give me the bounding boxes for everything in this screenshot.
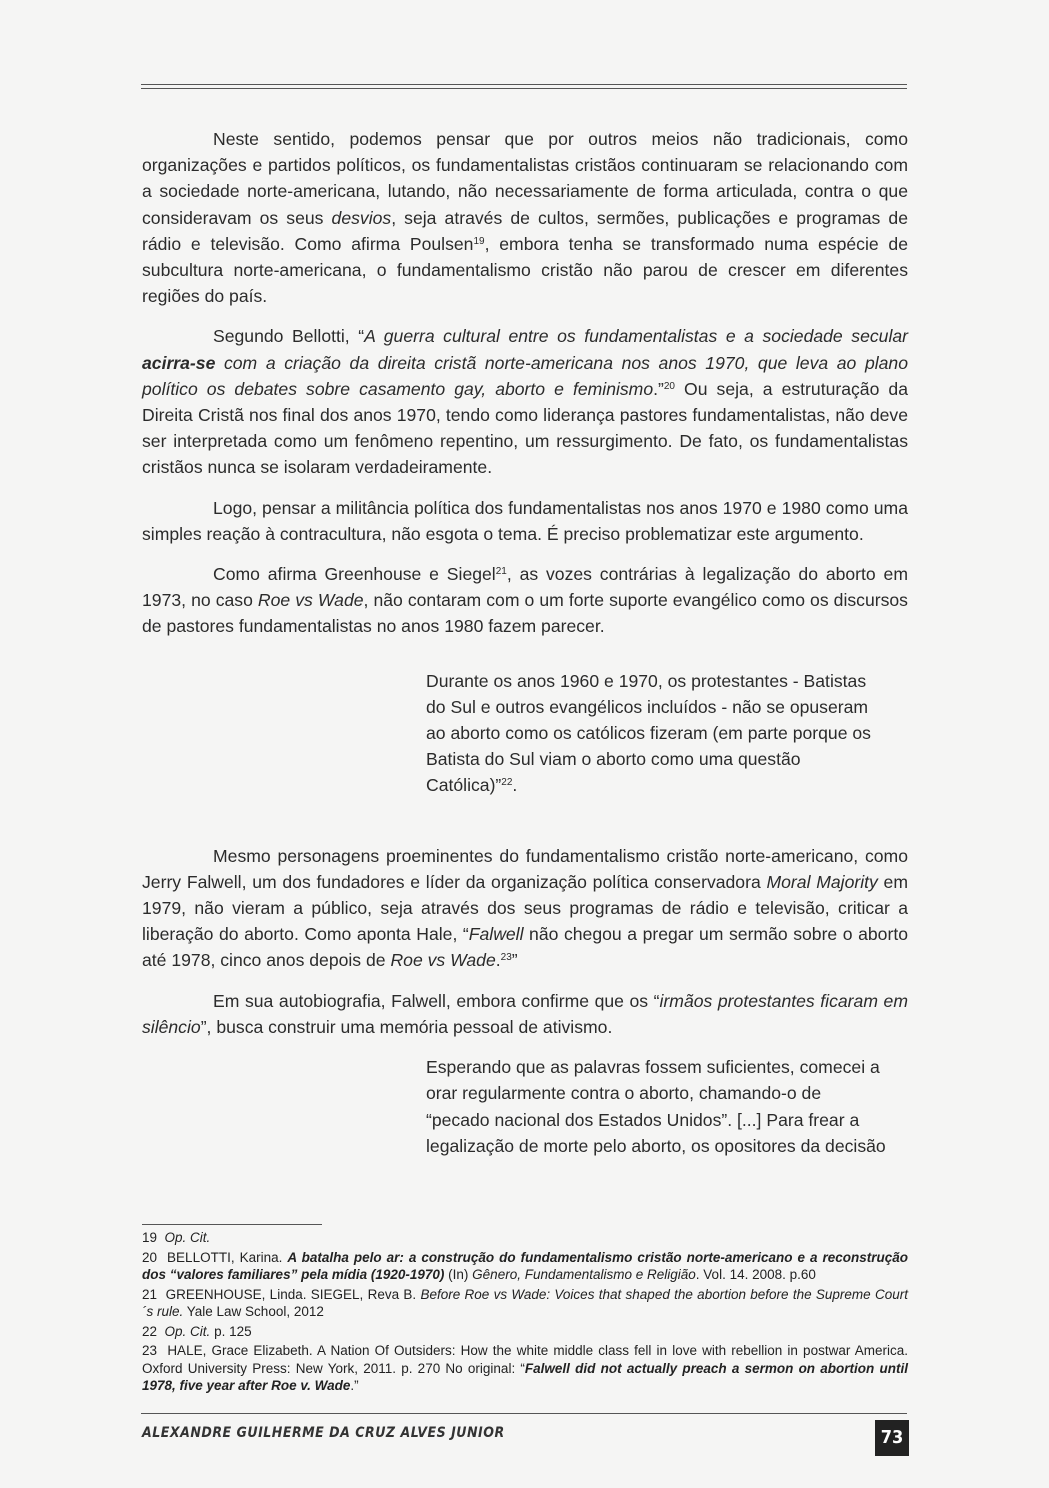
paragraph-1: Neste sentido, podemos pensar que por outros meios não tradicionais, como organizações e partidos políticos, os fundamentalistas cristãos continuaram se relacionando com a sociedade norte-americana, lutando, não necessariamente de forma articulada, contra o que consideravam os seus desvios, seja através de cultos, sermões, publicações e programas de rádio e televisão. Como afirma Poulsen$^{19}$, embora tenha se transformado numa espécie de subcultura norte-americana, o fundamentalismo cristão não parou de crescer em diferentes regiões do país. (142, 129, 908, 307)
footnote-ref-21: 21 (495, 566, 507, 578)
block-quote-1: Durante os anos 1960 e 1970, os protestantes - Batistas do Sul e outros evangélicos incluídos - não se opuseram ao aborto como os católicos fizeram (em parte porque os Batista do Sul viam o aborto como uma questão Católica)”$^{22}$. (426, 670, 871, 796)
footnote-22: 22 Op. Cit. p. 125 (142, 1323, 252, 1339)
footnote-19: 19 Op. Cit. (142, 1230, 211, 1245)
paragraph-4: Como afirma Greenhouse e Siegel$^{21}$, as vozes contrárias à legalização do aborto em 1973, no caso Roe vs Wade, não contaram com o um forte suporte evangélico como os discursos de pastores fundamentalistas no anos 1980 fazem parecer. (142, 564, 908, 637)
header-rule (141, 84, 907, 89)
paragraph-3: Logo, pensar a militância política dos fundamentalistas nos anos 1970 e 1980 como uma simples reação à contracultura, não esgota o tema. É preciso problematizar este argumento. (142, 497, 908, 544)
footnote-23: 23 HALE, Grace Elizabeth. A Nation Of Outsiders: How the white middle class fell in love with rebellion in postwar America. Oxford University Press: New York, 2011. p. 270 No original: “Falwell did not actually preach a sermon on abortion until 1978, five year after Roe v. Wade.” (142, 1343, 908, 1393)
main-text (142, 126, 908, 1159)
footnote-ref-19: 19 (473, 235, 485, 247)
footnote-ref-23: 23 (500, 952, 512, 964)
footnote-20: 20 BELLOTTI, Karina. A batalha pelo ar: a construção do fundamentalismo cristão norte-americano e a reconstrução dos “valores familiares” pela mídia (1920-1970) (In) Gênero, Fundamentalismo e Religião. Vol. 14. 2008. p.60 (142, 1249, 908, 1282)
paragraph-5: Mesmo personagens proeminentes do fundamentalismo cristão norte-americano, como Jerry Falwell, um dos fundadores e líder da organização política conservadora Moral Majority em 1979, não vieram a público, seja através dos seus programas de rádio e televisão, criticar a liberação do aborto. Como aponta Hale, “Falwell não chegou a pregar um sermão sobre o aborto até 1978, cinco anos depois de Roe vs Wade.$^{23}$” (142, 845, 908, 971)
paragraph-2: Segundo Bellotti, “A guerra cultural entre os fundamentalistas e a sociedade secular acirra-se com a criação da direita cristã norte-americana nos anos 1970, que leva ao plano político os debates sobre casamento gay, aborto e feminismo.”$^{20}$ Ou seja, a estruturação da Direita Cristã nos final dos anos 1970, tendo como liderança pastores fundamentalistas, não deve ser interpretada como um fenômeno repentino, um ressurgimento. De fato, os fundamentalistas cristãos nunca se isolaram verdadeiramente. (142, 326, 908, 478)
footnotes (142, 1224, 908, 1397)
footnote-21: 21 GREENHOUSE, Linda. SIEGEL, Reva B. Before Roe vs Wade: Voices that shaped the abortion before the Supreme Court´s rule. Yale Law School, 2012 (142, 1286, 908, 1319)
footer-rule (141, 1413, 907, 1414)
block-quote-2: Esperando que as palavras fossem suficientes, comecei a orar regularmente contra o aborto, chamando-o de “pecado nacional dos Estados Unidos”. [...] Para frear a legalização de morte pelo aborto, os opositores da decisão (426, 1057, 886, 1156)
footer-author: ALEXANDRE GUILHERME DA CRUZ ALVES JUNIOR (142, 1425, 505, 1441)
paragraph-6: Em sua autobiografia, Falwell, embora confirme que os “irmãos protestantes ficaram em silêncio”, busca construir uma memória pessoal de ativismo. (142, 990, 908, 1037)
footnote-rule (142, 1224, 322, 1225)
page-number: 73 (875, 1420, 909, 1456)
footnote-ref-22: 22 (501, 777, 513, 789)
footnote-ref-20: 20 (663, 380, 675, 392)
